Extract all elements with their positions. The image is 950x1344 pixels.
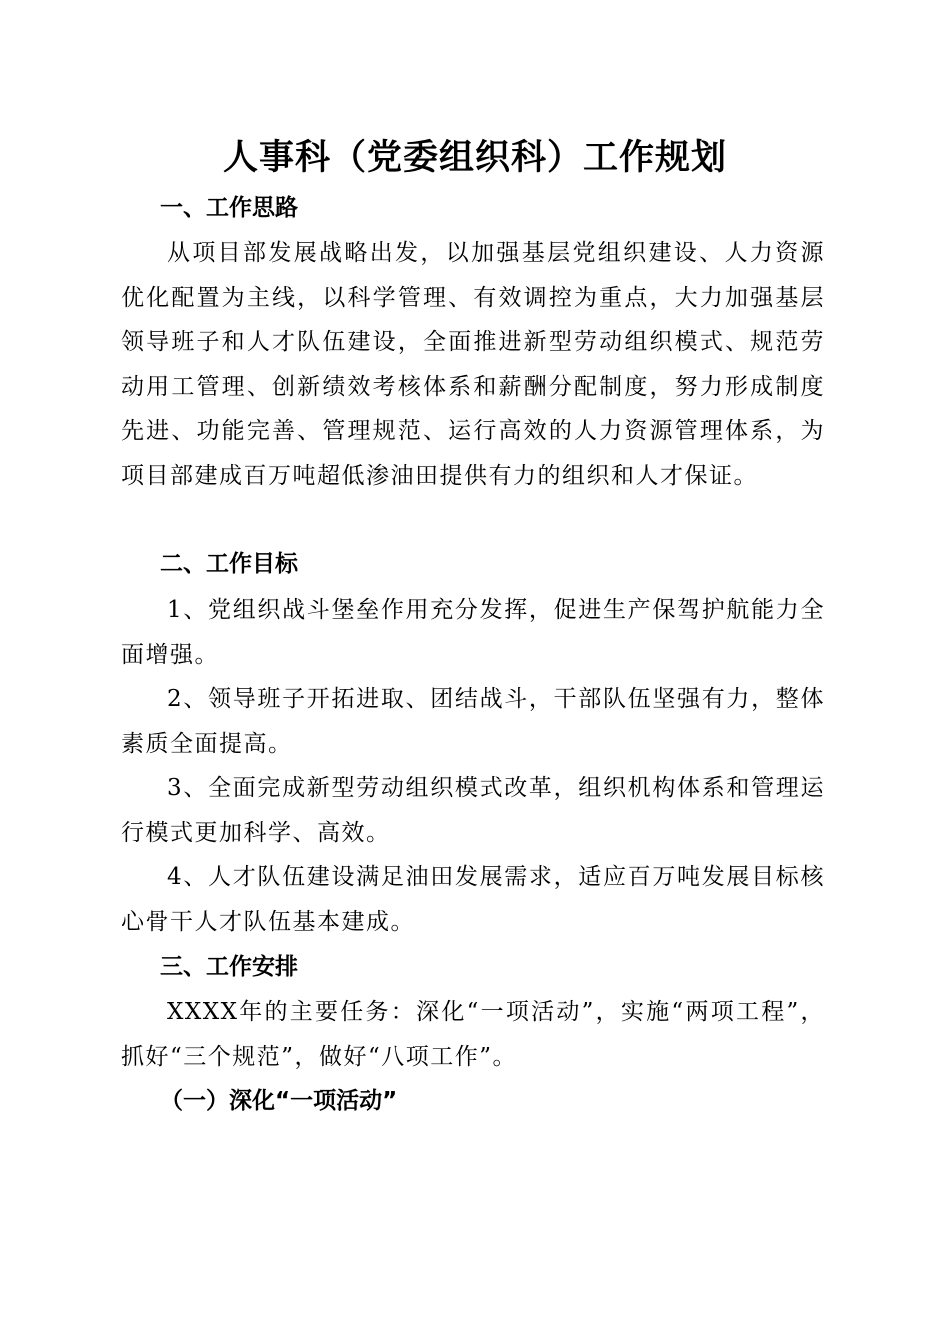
paragraph-thinking: 从项目部发展战略出发，以加强基层党组织建设、人力资源优化配置为主线，以科学管理、有效调控为重点，大力加强基层领导班子和人才队伍建设，全面推进新型劳动组织模式、规范劳动用工管理、创新绩效考核体系和薪酬分配制度，努力形成制度先进、功能完善、管理规范、运行高效的人力资源管理体系，为项目部建成百万吨超低渗油田提供有力的组织和人才保证。 bbox=[121, 240, 825, 489]
paragraph-main-tasks: XXXX年的主要任务：深化“一项活动”，实施“两项工程”，抓好“三个规范”，做好“八项工作”。 bbox=[121, 999, 825, 1070]
section-heading-thinking: 一、工作思路 bbox=[160, 195, 298, 221]
paragraph-goal-4: 4、人才队伍建设满足油田发展需求，适应百万吨发展目标核心骨干人才队伍基本建成。 bbox=[121, 864, 825, 935]
paragraph-goal-1: 1、党组织战斗堡垒作用充分发挥，促进生产保驾护航能力全面增强。 bbox=[121, 597, 825, 668]
paragraph-goal-2: 2、领导班子开拓进取、团结战斗，干部队伍坚强有力，整体素质全面提高。 bbox=[121, 686, 825, 757]
section-heading-arrangement: 三、工作安排 bbox=[160, 954, 298, 980]
paragraph-goal-3: 3、全面完成新型劳动组织模式改革，组织机构体系和管理运行模式更加科学、高效。 bbox=[121, 775, 825, 846]
section-heading-goals: 二、工作目标 bbox=[160, 551, 298, 577]
document-title: 人事科（党委组织科）工作规划 bbox=[222, 137, 727, 178]
subsection-heading-one-activity: （一）深化“一项活动” bbox=[160, 1088, 398, 1114]
